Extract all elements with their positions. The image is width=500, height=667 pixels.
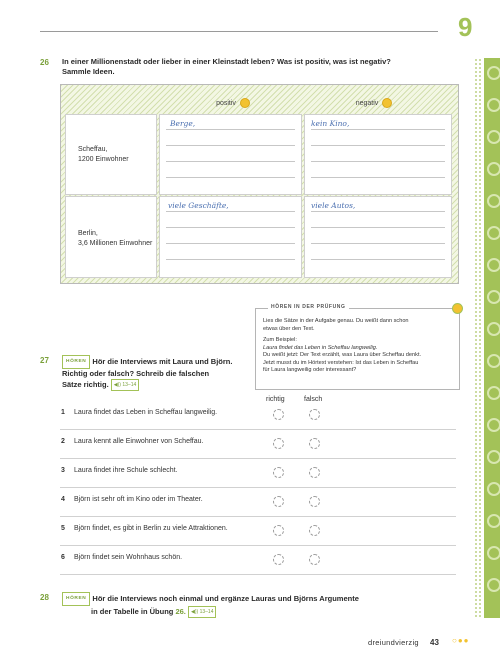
exercise-27-line3: Sätze richtig.: [62, 379, 109, 389]
exercise-28-number: 28: [40, 593, 49, 602]
writing-line: [311, 145, 445, 146]
sentence-number: 1: [61, 409, 65, 416]
sentence-text: Laura findet das Leben in Scheffau langweilig.: [74, 409, 218, 416]
header-rule: [40, 31, 438, 32]
writing-line: [166, 177, 295, 178]
writing-line: [311, 243, 445, 244]
handwritten-answer: kein Kino,: [311, 119, 350, 128]
tip-line: Zum Beispiel:: [263, 337, 297, 343]
row-label-cell: [65, 196, 157, 278]
radio-falsch[interactable]: [309, 525, 320, 536]
radio-falsch[interactable]: [309, 496, 320, 507]
writing-line: [311, 211, 445, 212]
tip-line: Jetzt musst du im Hörtext verstehen: Ist das Leben in Scheffau: [263, 359, 419, 366]
writing-line: [311, 161, 445, 162]
answer-cell-negative[interactable]: [304, 114, 452, 195]
writing-line: [311, 259, 445, 260]
exercise-26-reference-link[interactable]: 26.: [175, 606, 186, 616]
row-label-cell: [65, 114, 157, 195]
exercise-28-line1: Hör die Interviews noch einmal und ergänze Lauras und Björns Argumente: [92, 593, 359, 603]
chapter-number: 9: [458, 12, 473, 42]
tip-line: etwas über den Text.: [263, 325, 315, 332]
row-label-berlin: [78, 229, 152, 249]
tip-example: Laura findet das Leben in Scheffau langweilig.: [263, 344, 378, 351]
sentence-text: Laura kennt alle Einwohner von Scheffau.: [74, 438, 204, 445]
writing-line: [311, 227, 445, 228]
audio-track-button[interactable]: ◀)) 13–14: [188, 606, 216, 618]
sentence-number: 6: [61, 554, 65, 561]
exam-tip-heading: HÖREN IN DER PRÜFUNG: [268, 304, 349, 310]
tip-line: Lies die Sätze in der Aufgabe genau. Du weißt dann schon: [263, 318, 409, 324]
lightbulb-icon: [452, 303, 463, 314]
exam-tip-text: [263, 318, 455, 375]
exercise-26-number: 26: [40, 58, 49, 67]
exam-tip-box: [255, 308, 460, 390]
column-header-richtig: richtig: [266, 396, 285, 403]
exercise-27-number: 27: [40, 356, 49, 365]
decorative-side-stripe: [484, 58, 500, 618]
lightbulb-rating-icon: ○●●: [452, 636, 470, 645]
writing-line: [166, 129, 295, 130]
column-header-falsch: falsch: [304, 396, 323, 403]
page-number-words: dreiundvierzig: [368, 638, 419, 647]
answer-cell-negative[interactable]: [304, 196, 452, 278]
exercise-26-question-line2: Sammle Ideen.: [62, 67, 115, 76]
answer-line: [60, 516, 456, 517]
column-header-positive: [163, 98, 303, 108]
writing-line: [166, 259, 295, 260]
writing-line: [311, 177, 445, 178]
row-label-line2: 3,6 Millionen Einwohner: [78, 240, 153, 247]
exercise-27-line2: Richtig oder falsch? Schreib die falschen: [62, 369, 210, 378]
writing-line: [311, 129, 445, 130]
page-number: 43: [430, 638, 439, 647]
column-header-positive-label: positiv: [216, 99, 236, 107]
radio-richtig[interactable]: [273, 496, 284, 507]
radio-falsch[interactable]: [309, 409, 320, 420]
answer-line: [60, 545, 456, 546]
exercise-26-question-line1: In einer Millionenstadt oder lieber in einer Kleinstadt leben? Was ist positiv, was ist negativ?: [62, 57, 391, 66]
row-label-line1: Scheffau,: [78, 146, 108, 153]
sentence-number: 4: [61, 496, 65, 503]
answer-line: [60, 429, 456, 430]
answer-line: [60, 458, 456, 459]
sentence-number: 5: [61, 525, 65, 532]
answer-cell-positive[interactable]: [159, 196, 302, 278]
writing-line: [166, 227, 295, 228]
writing-line: [166, 161, 295, 162]
sentence-text: Laura findet ihre Schule schlecht.: [74, 467, 178, 474]
smiley-sad-icon: [382, 98, 392, 108]
radio-falsch[interactable]: [309, 438, 320, 449]
answer-line: [60, 574, 456, 575]
ideas-table: [60, 84, 459, 284]
answer-line: [60, 487, 456, 488]
audio-track-label: 13–14: [199, 609, 214, 615]
exercise-26-question: [62, 57, 442, 77]
exercise-27-instruction: [62, 355, 252, 391]
sentence-text: Björn ist sehr oft im Kino oder im Theater.: [74, 496, 203, 503]
radio-falsch[interactable]: [309, 467, 320, 478]
writing-line: [166, 145, 295, 146]
listening-badge: HÖREN: [62, 592, 90, 606]
exercise-28-instruction: [62, 592, 442, 618]
smiley-happy-icon: [240, 98, 250, 108]
audio-track-button[interactable]: ◀)) 13–14: [111, 379, 139, 391]
tip-line: für Laura langweilig oder interessant?: [263, 367, 357, 373]
sentence-text: Björn findet, es gibt in Berlin zu viele Attraktionen.: [74, 525, 228, 532]
radio-richtig[interactable]: [273, 554, 284, 565]
column-header-negative-label: negativ: [355, 99, 379, 107]
radio-richtig[interactable]: [273, 438, 284, 449]
row-label-line1: Berlin,: [78, 230, 98, 237]
answer-cell-positive[interactable]: [159, 114, 302, 195]
row-label-line2: 1200 Einwohner: [78, 156, 129, 163]
writing-line: [166, 211, 295, 212]
radio-richtig[interactable]: [273, 467, 284, 478]
handwritten-answer: viele Autos,: [311, 201, 356, 210]
column-header-negative: [304, 98, 444, 108]
writing-line: [166, 243, 295, 244]
handwritten-answer: Berge,: [170, 119, 196, 128]
sentence-text: Björn findet sein Wohnhaus schön.: [74, 554, 183, 561]
radio-richtig[interactable]: [273, 525, 284, 536]
radio-richtig[interactable]: [273, 409, 284, 420]
exercise-27-line1: Hör die Interviews mit Laura und Björn.: [92, 356, 233, 366]
exercise-28-line2: in der Tabelle in Übung: [91, 606, 174, 616]
sentence-number: 3: [61, 467, 65, 474]
decorative-dot-column: [474, 58, 482, 618]
radio-falsch[interactable]: [309, 554, 320, 565]
sentence-number: 2: [61, 438, 65, 445]
audio-track-label: 13–14: [122, 382, 137, 388]
row-label-scheffau: [78, 145, 129, 165]
listening-badge: HÖREN: [62, 355, 90, 369]
handwritten-answer: viele Geschäfte,: [168, 201, 229, 210]
tip-line: Du weißt jetzt: Der Text erzählt, was Laura über Scheffau denkt.: [263, 352, 422, 358]
